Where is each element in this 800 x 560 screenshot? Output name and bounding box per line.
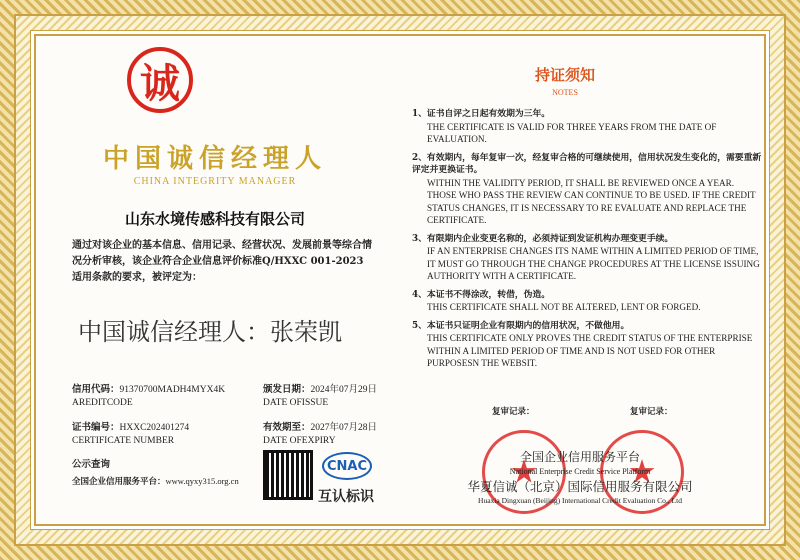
- honor-title: 中国诚信经理人：张荣凯: [78, 318, 342, 346]
- cert-number-field: 证书编号：HXXC202401274 CERTIFICATE NUMBER: [72, 422, 190, 446]
- credit-code-field: 信用代码：91370700MADH4MYX4K AREDITCODE: [72, 384, 226, 408]
- issuer-block: [430, 450, 730, 506]
- notes-list: [412, 108, 764, 370]
- issuer-platform-en: National Enterprise Credit Service Platform: [509, 467, 651, 476]
- review-record-label: 复审记录：: [492, 407, 535, 417]
- qr-code[interactable]: [263, 450, 313, 500]
- note-item: 5、本证书只证明企业有限期内的信用状况，不做他用。 THIS CERTIFICATE ONLY PROVES THE CREDIT STATUS OF THE ENTERPRISE WITHIN A LIMITED PERIOD OF TIME AND IS NOT USED FOR OTHER PURPOSESN THE WEBSIT.: [412, 320, 753, 368]
- issuer-org-cn: 华夏信诚（北京）国际信用服务有限公司: [467, 479, 693, 494]
- expiry-date-field: 有效期至：2027年07月28日 DATE OFEXPIRY: [263, 422, 378, 446]
- mutual-recognition-mark: 互认标识: [318, 489, 374, 505]
- issuer-org-en: Huaxia Dingxuan (Beijing) International Credit Evaluation Co., Ltd: [478, 496, 682, 505]
- issue-date-field: 颁发日期：2024年07月29日 DATE OFISSUE: [263, 384, 378, 408]
- notes-subtitle: NOTES: [552, 88, 578, 97]
- cnac-logo: CNAC: [322, 452, 372, 480]
- note-item: 3、有限期内企业变更名称的，必须持证到发证机构办理变更手续。 IF AN ENTERPRISE CHANGES ITS NAME WITHIN A LIMITED PERIOD OF TIME, IT MUST GO THROUGH THE CHANGE PROCEDURES AT THE LICENSE ISSUING AUTHORITY WITH A CERTIFICATE.: [412, 233, 760, 281]
- logo-glyph: 诚: [140, 59, 180, 107]
- note-item: 1、证书自评之日起有效期为三年。 THE CERTIFICATE IS VALID FOR THREE YEARS FROM THE DATE OF EVALUATION.: [412, 109, 717, 144]
- intro-text: 通过对该企业的基本信息、信用记录、经营状况、发展前景等综合情况分析审核，该企业符合企业信息评价标准Q/HXXC 001-2023适用条款的要求，被评定为：: [72, 240, 372, 283]
- notes-title: 持证须知: [534, 66, 595, 84]
- issuer-platform-cn: 全国企业信用服务平台: [519, 450, 640, 464]
- note-item: 4、本证书不得涂改，转借，伪造。 THIS CERTIFICATE SHALL NOT BE ALTERED, LENT OR FORGED.: [412, 289, 701, 312]
- integrity-logo: [127, 47, 193, 113]
- certificate-subtitle: CHINA INTEGRITY MANAGER: [133, 176, 297, 187]
- note-item: 2、有效期内，每年复审一次，经复审合格的可继续使用，信用状况发生变化的，需要重新评定并更换证书。 WITHIN THE VALIDITY PERIOD, IT SHALL BE REVIEWED ONCE A YEAR. THOSE WHO PASS THE REVIEW CAN CONTINUE TO BE USED. IF THE CREDIT STATUS CHANGES, IT IS NECESSARY TO RE EVALUATE AND REPLACE THE CERTIFICATE.: [412, 152, 762, 225]
- certificate-title: 中国诚信经理人: [102, 144, 327, 174]
- platform-url-field: 全国企业信用服务平台：www.qyxy315.org.cn: [72, 476, 239, 487]
- public-query-label: 公示查询: [72, 459, 111, 470]
- company-name: 山东水境传感科技有限公司: [124, 210, 305, 228]
- review-record-label: 复审记录：: [630, 407, 673, 417]
